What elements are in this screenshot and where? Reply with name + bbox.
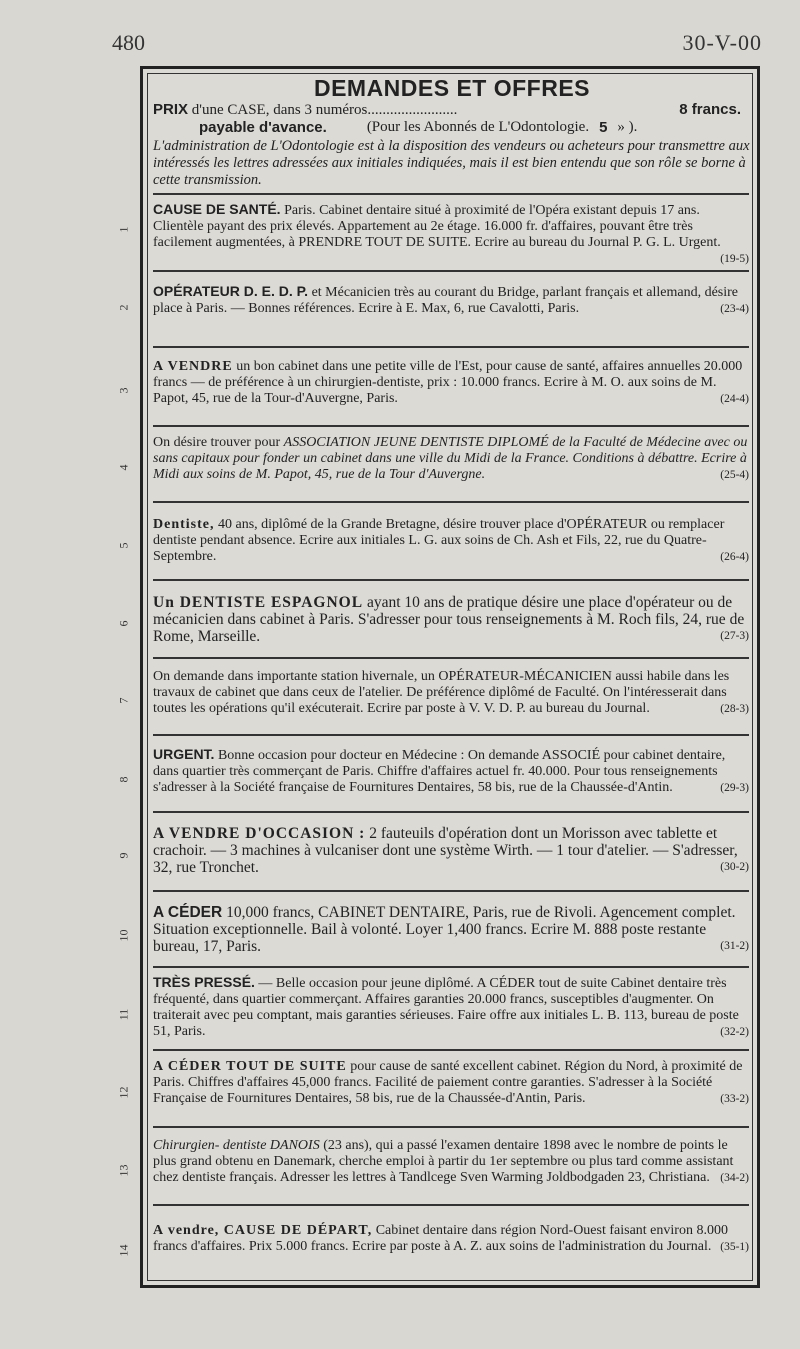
- ad-lead: TRÈS PRESSÉ.: [153, 974, 255, 990]
- margin-number-6: 6: [116, 620, 131, 627]
- separator: [153, 811, 749, 813]
- separator: [153, 890, 749, 892]
- margin-number-1: 1: [116, 226, 131, 233]
- margin-number-7: 7: [116, 697, 131, 704]
- margin-number-3: 3: [116, 387, 131, 394]
- ad-text: et Mécanicien très au courant du Bridge, parlant français et allemand, désire place à Paris. — Bonnes références. Ecrire à E. Max, 6, rue Cavalotti, Paris.: [153, 285, 739, 316]
- ad-text: pour cause de santé excellent cabinet. Région du Nord, à proximité de Paris. Chiffres d'affaires 45,000 francs. Facilité de paiement contre garanties. S'adresser à la Société Française de Fournitures Dentaires, 58 bis, rue de la Chaussée-d'Antin, Paris.: [153, 1059, 743, 1106]
- ad-lead: A vendre, CAUSE DE DÉPART,: [153, 1223, 373, 1238]
- margin-number-10: 10: [116, 929, 131, 942]
- ad-ref: (33-2): [720, 1093, 749, 1105]
- ad-11: [153, 974, 749, 1040]
- ad-ref: (25-4): [720, 469, 749, 481]
- ad-lead: A CÉDER: [153, 904, 223, 921]
- separator: [153, 1126, 749, 1128]
- page-number: 480: [112, 30, 145, 55]
- classifieds-box: [140, 66, 760, 1288]
- ad-ref: (23-4): [720, 303, 749, 315]
- ad-lead: On désire trouver pour: [153, 435, 281, 450]
- ad-lead: A CÉDER TOUT DE SUITE: [153, 1059, 347, 1074]
- ad-ref: (28-3): [720, 703, 749, 715]
- issue-date: 30-V-00: [682, 30, 762, 55]
- ad-3: [153, 359, 749, 407]
- ad-ref: (31-2): [720, 940, 749, 952]
- ad-ref: (27-3): [720, 630, 749, 642]
- ad-lead: A VENDRE: [153, 359, 233, 374]
- separator: [153, 501, 749, 503]
- ad-lead: Dentiste,: [153, 517, 215, 532]
- subscribers-text: (Pour les Abonnés de L'Odontologie.: [366, 119, 590, 135]
- box-intro: L'administration de L'Odontologie est à la disposition des vendeurs ou acheteurs pour transmettre aux intéressés les lettres adressées aux initiales indiquées, mais il est bien entendu que son rôle se borne à cette transmission.: [153, 138, 750, 188]
- margin-number-13: 13: [116, 1164, 131, 1177]
- separator: [153, 966, 749, 968]
- ad-ref: (32-2): [720, 1026, 749, 1038]
- separator: [153, 579, 749, 581]
- ad-text: Cabinet dentaire dans région Nord-Ouest faisant environ 8.000 francs d'affaires. Prix 5.000 francs. Ecrire par poste à A. Z. aux soins de l'administration du Journal.: [153, 1223, 728, 1254]
- margin-number-14: 14: [116, 1244, 131, 1257]
- separator: [153, 1204, 749, 1206]
- ad-5: [153, 517, 749, 565]
- ad-8: [153, 746, 749, 796]
- box-header: [153, 75, 751, 189]
- ad-ref: (24-4): [720, 393, 749, 405]
- ad-lead: Chirurgien- dentiste DANOIS: [153, 1138, 320, 1153]
- separator: [153, 657, 749, 659]
- ad-ref: (29-3): [720, 782, 749, 794]
- ad-lead: On demande dans: [153, 669, 254, 684]
- margin-number-12: 12: [116, 1086, 131, 1099]
- price-value: 8 francs.: [679, 101, 741, 118]
- separator: [153, 425, 749, 427]
- ad-text: Paris. Cabinet dentaire situé à proximité de l'Opéra existant depuis 17 ans. Clientèle payant des prix élevés. Appartement au 2e étage. 16.000 fr. d'affaires, pouvant être très facilement augmentées, à PRENDRE TOUT DE SUITE. Ecrire au bureau du Journal P. G. L. Urgent.: [153, 203, 721, 250]
- price-label: PRIX: [153, 101, 189, 118]
- ad-text: 10,000 francs, CABINET DENTAIRE, Paris, rue de Rivoli. Agencement complet. Situation exceptionnelle. Bail à volonté. Loyer 1,400 francs. Ecrire M. 888 poste restante bureau, 17, Paris.: [153, 904, 736, 955]
- ad-6: [153, 594, 749, 645]
- ad-2: [153, 283, 749, 317]
- ad-4: [153, 435, 749, 483]
- ad-text: (23 ans), qui a passé l'examen dentaire 1898 avec le nombre de points le plus grand obtenu en Danemark, cherche emploi à partir du 1er septembre ou plus tard comme assistant chez dentiste français. Adresser les lettres à Tandlcege Sven Warming Joldbodgaden 23, Christiana.: [153, 1138, 734, 1185]
- separator: [153, 193, 749, 195]
- payable-text: payable d'avance.: [199, 119, 327, 136]
- ad-ref: (19-5): [720, 253, 749, 265]
- margin-number-4: 4: [116, 464, 131, 471]
- ad-text: Bonne occasion pour docteur en Médecine : On demande ASSOCIÉ pour cabinet dentaire, dans quartier très commerçant de Paris. Chiffre d'affaires actuel fr. 40.000. Pour tous renseignements s'adresser à la Société française de Fournitures Dentaires, 58 bis, rue de la Chaussée-d'Antin.: [153, 748, 726, 795]
- ad-text: — Belle occasion pour jeune diplômé. A CÉDER tout de suite Cabinet dentaire très fréquenté, dans quartier commerçant. Affaires garanties 20.000 francs, susceptibles d'augmenter. On traiterait avec peu comptant, mais garanties sérieuses. Faire offre aux initiales L. B. 113, bureau de poste 51, Paris.: [153, 976, 739, 1039]
- separator: [153, 734, 749, 736]
- ad-7: [153, 669, 749, 717]
- price-dots: ........................: [367, 102, 458, 118]
- ad-lead: OPÉRATEUR D. E. D. P.: [153, 283, 309, 299]
- ad-lead: A VENDRE D'OCCASION :: [153, 825, 366, 842]
- subscribers-value: 5: [599, 119, 608, 136]
- ad-lead: URGENT.: [153, 746, 215, 762]
- ad-text: 40 ans, diplômé de la Grande Bretagne, désire trouver place d'OPÉRATEUR ou remplacer dentiste pendant absence. Ecrire aux initiales L. G. aux soins de Ch. Ash et Fils, 22, rue du Quatre-Septembre.: [153, 517, 725, 564]
- separator: [153, 1049, 749, 1051]
- ad-1: [153, 201, 749, 267]
- box-title: DEMANDES ET OFFRES: [313, 75, 591, 101]
- ad-text: importante station hivernale, un OPÉRATEUR-MÉCANICIEN aussi habile dans les travaux de cabinet que dans ceux de l'atelier. De préférence diplômé de Faculté. On l'intéresserait dans toutes les opérations qu'il exécuterait. Ecrire par poste à V. V. D. P. au bureau du Journal.: [153, 669, 730, 716]
- ad-ref: (30-2): [720, 861, 749, 873]
- margin-number-11: 11: [116, 1008, 131, 1021]
- margin-number-9: 9: [116, 852, 131, 859]
- ad-9: [153, 825, 749, 876]
- ad-12: [153, 1059, 749, 1107]
- price-line: [153, 101, 751, 119]
- margin-number-5: 5: [116, 542, 131, 549]
- margin-number-2: 2: [116, 304, 131, 311]
- ad-ref: (35-1): [720, 1241, 749, 1253]
- margin-number-8: 8: [116, 776, 131, 783]
- ad-10: [153, 904, 749, 955]
- ad-14: [153, 1223, 749, 1255]
- ad-text: 2 fauteuils d'opération dont un Morisson avec tablette et crachoir. — 3 machines à vulcaniser dont une système Wirth. — 1 tour d'atelier. — S'adresser, 32, rue Tronchet.: [153, 825, 738, 876]
- ad-ref: (34-2): [720, 1172, 749, 1184]
- ad-lead: Un DENTISTE ESPAGNOL: [153, 594, 364, 611]
- subscribers-end: » ).: [617, 119, 638, 135]
- ad-13: [153, 1138, 749, 1186]
- separator: [153, 346, 749, 348]
- ad-text: ayant 10 ans de pratique désire une place d'opérateur ou de mécanicien dans cabinet à Paris. S'adresser pour tous renseignements à M. Roch fils, 24, rue de Rome, Marseille.: [153, 594, 745, 645]
- ad-lead: CAUSE DE SANTÉ.: [153, 201, 281, 217]
- price-text: d'une CASE, dans 3 numéros: [191, 102, 368, 118]
- separator: [153, 270, 749, 272]
- ad-text: ASSOCIATION JEUNE DENTISTE DIPLOMÉ de la Faculté de Médecine avec ou sans capitaux pour fonder un cabinet dans une ville du Midi de la France. Conditions à débattre. Ecrire à Midi aux soins de M. Papot, 45, rue de la Tour d'Auvergne.: [153, 435, 748, 482]
- payable-line: [153, 119, 751, 136]
- ad-text: un bon cabinet dans une petite ville de l'Est, pour cause de santé, affaires annuelles 20.000 francs — de préférence à un chirurgien-dentiste, prix : 10.000 francs. Ecrire à M. O. aux soins de M. Papot, 45, rue de la Tour-d'Auvergne, Paris.: [153, 359, 743, 406]
- ad-ref: (26-4): [720, 551, 749, 563]
